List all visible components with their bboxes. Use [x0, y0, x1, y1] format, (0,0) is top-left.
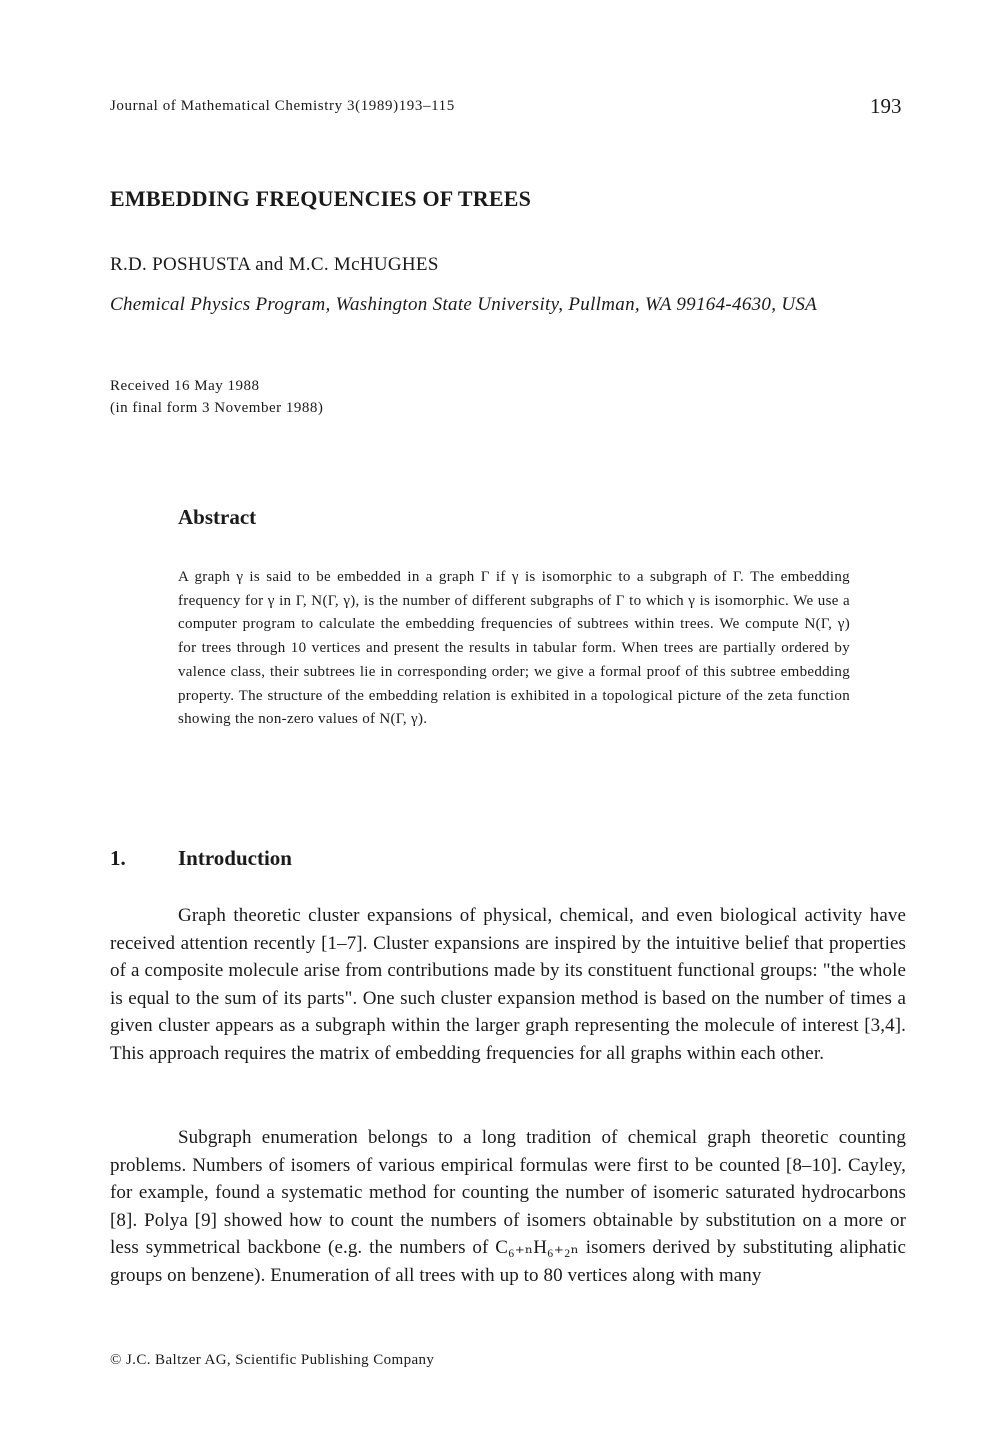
- body-paragraph: Graph theoretic cluster expansions of physical, chemical, and even biological activity have received attention recently [1–7]. Cluster expansions are inspired by the intuitive belief that properties of a composite molecule arise from contributions made by its constituent functional groups: "the whole is equal to the sum of its parts". One such cluster expansion method is based on the number of times a given cluster appears as a subgraph within the larger graph representing the molecule of interest [3,4]. This approach requires the matrix of embedding frequencies for all graphs within each other.: [110, 905, 906, 1064]
- received-date: Received 16 May 1988: [110, 378, 260, 394]
- body-paragraph: Subgraph enumeration belongs to a long tradition of chemical graph theoretic counting problems. Numbers of isomers of various empirical formulas were first to be counted [8–10]. Cayley, for example, found a systematic method for counting the number of isomeric saturated hydrocarbons [8]. Polya [9] showed how to count the numbers of isomers obtainable by substitution on a more or less symmetrical backbone (e.g. the numbers of C₆₊ₙH₆₊₂ₙ isomers derived by substituting aliphatic groups on benzene). Enumeration of all trees with up to 80 vertices along with many: [110, 1127, 906, 1286]
- final-form-date: (in final form 3 November 1988): [110, 400, 324, 416]
- author-affiliation: Chemical Physics Program, Washington State University, Pullman, WA 99164-4630, USA: [110, 294, 818, 315]
- abstract-heading: Abstract: [178, 505, 257, 529]
- section-number: 1.: [110, 846, 126, 870]
- page-number: 193: [870, 94, 902, 118]
- article-authors: R.D. POSHUSTA and M.C. McHUGHES: [110, 254, 439, 275]
- section-heading: Introduction: [178, 846, 292, 870]
- abstract-text: A graph γ is said to be embedded in a graph Γ if γ is isomorphic to a subgraph of Γ. The embedding frequency for γ in Γ, N(Γ, γ), is the number of different subgraphs of Γ to which γ is isomorphic. We use a computer program to calculate the embedding frequencies of subtrees within trees. We compute N(Γ, γ) for trees through 10 vertices and present the results in tabular form. When trees are partially ordered by valence class, their subtrees lie in corresponding order; we give a formal proof of this subtree embedding property. The structure of the embedding relation is exhibited in a topological picture of the zeta function showing the non-zero values of N(Γ, γ).: [178, 569, 850, 728]
- received-dates: [110, 375, 323, 419]
- journal-citation: Journal of Mathematical Chemistry 3(1989)193–115: [110, 98, 455, 114]
- publisher-footer: © J.C. Baltzer AG, Scientific Publishing Company: [110, 1352, 435, 1368]
- article-title: EMBEDDING FREQUENCIES OF TREES: [110, 186, 532, 211]
